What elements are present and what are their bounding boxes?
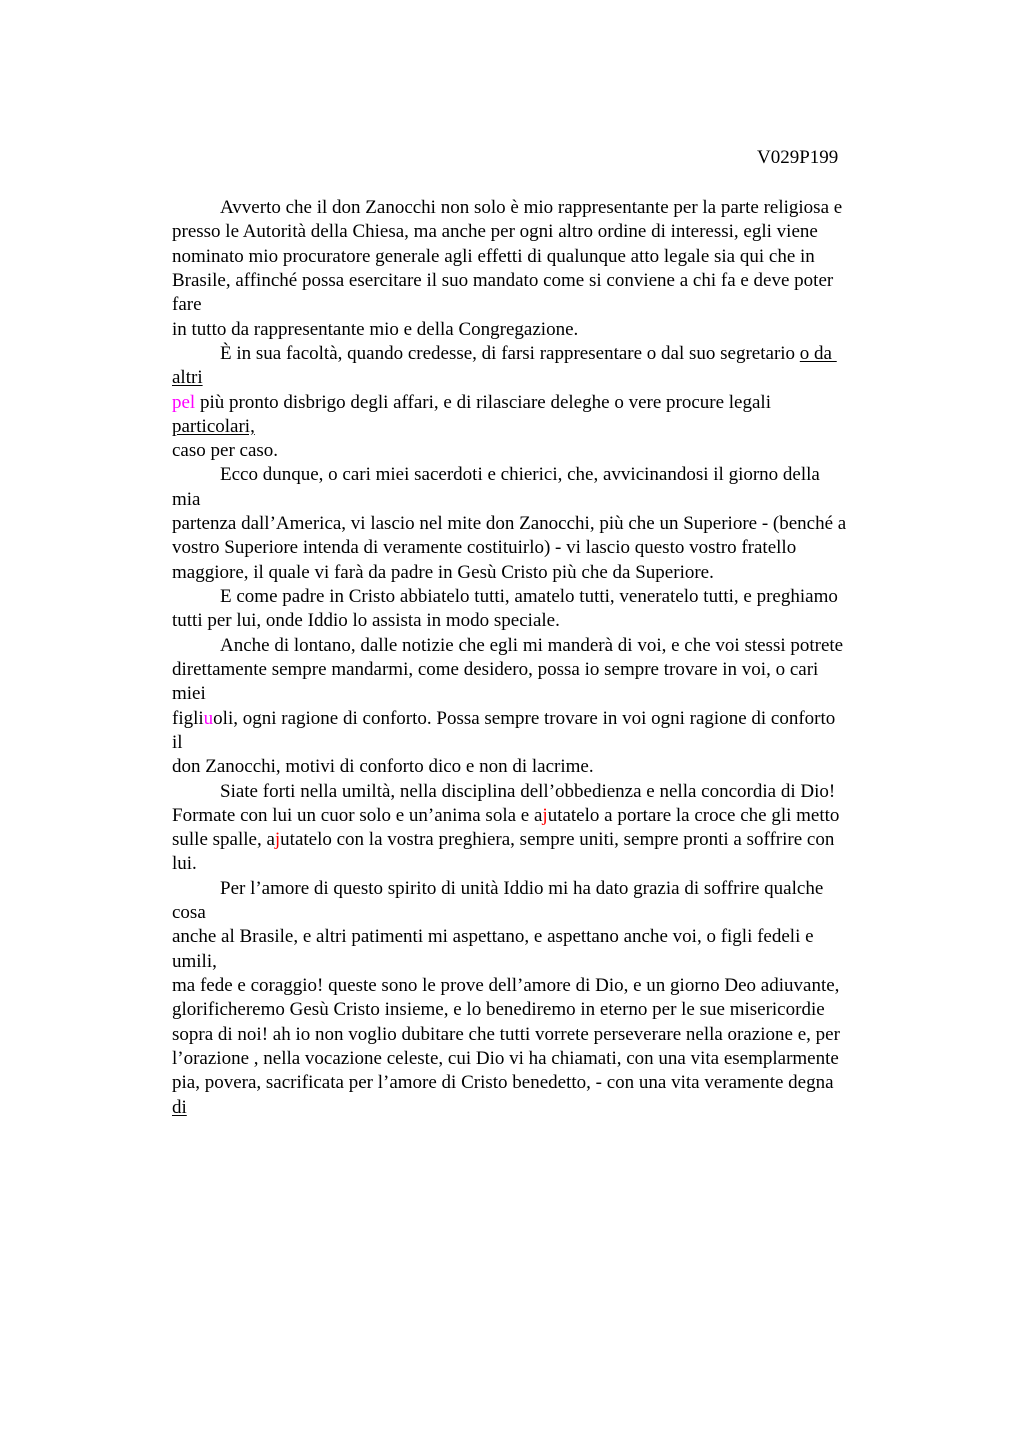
page-code: V029P199: [757, 147, 839, 168]
text-line: Avverto che il don Zanocchi non solo è mio rappresentante per la parte religiosa e: [220, 197, 843, 218]
text-line: l’orazione , nella vocazione celeste, cui Dio vi ha chiamati, con una vita esemplarmente: [172, 1047, 839, 1069]
text-line: anche al Brasile, e altri patimenti mi aspettano, e aspettano anche voi, o figli fedeli e: [172, 926, 814, 948]
text-line: cosa: [172, 902, 206, 924]
text-line: in tutto da rappresentante mio e della Congregazione.: [172, 318, 579, 340]
text-line: Anche di lontano, dalle notizie che egli mi manderà di voi, e che voi stessi potrete: [220, 634, 844, 656]
text-line: maggiore, il quale vi farà da padre in Gesù Cristo più che da Superiore.: [172, 561, 714, 583]
text-segment: utatelo a portare la croce che gli metto: [547, 804, 840, 826]
text-line: sopra di noi! ah io non voglio dubitare che tutti vorrete perseverare nella orazione e, per: [172, 1023, 840, 1045]
text-line: partenza dall’America, vi lascio nel mite don Zanocchi, più che un Superiore - (benché a: [172, 513, 847, 535]
letter-body: [172, 196, 912, 1120]
highlighted-letter: j: [542, 804, 548, 826]
text-line: Per l’amore di questo spirito di unità Iddio mi ha dato grazia di soffrire qualche: [220, 877, 824, 899]
text-line: [172, 804, 912, 828]
highlighted-letter: u: [203, 707, 214, 729]
underlined-text: o da: [799, 342, 837, 364]
text-line: [172, 342, 912, 366]
highlighted-letter: j: [274, 829, 281, 851]
text-line: Ecco dunque, o cari miei sacerdoti e chierici, che, avvicinandosi il giorno della: [220, 464, 820, 486]
text-line: direttamente sempre mandarmi, come desidero, possa io sempre trovare in voi, o cari: [172, 658, 819, 680]
underlined-text: altri: [172, 367, 203, 389]
text-line: Siate forti nella umiltà, nella disciplina dell’obbedienza e nella concordia di Dio!: [220, 780, 836, 802]
text-line: glorificheremo Gesù Cristo insieme, e lo benediremo in eterno per le sue misericordie: [172, 999, 825, 1021]
text-line: miei: [172, 683, 206, 705]
text-segment: sulle spalle, a: [172, 829, 275, 851]
text-line: [172, 391, 912, 415]
text-line: umili,: [172, 950, 217, 972]
text-segment: È in sua facoltà, quando credesse, di farsi rappresentare o dal suo segretario: [220, 342, 800, 364]
text-segment: utatelo con la vostra preghiera, sempre uniti, sempre pronti a soffrire con: [280, 829, 835, 851]
highlighted-word: pel: [172, 391, 196, 413]
underlined-text: di: [172, 1096, 187, 1118]
text-segment: Formate con lui un cuor solo e un’anima sola e a: [172, 804, 543, 826]
text-line: Brasile, affinché possa esercitare il suo mandato come si conviene a chi fa e deve poter: [172, 269, 834, 291]
text-line: presso le Autorità della Chiesa, ma anche per ogni altro ordine di interessi, egli viene: [172, 221, 818, 243]
text-line: pia, povera, sacrificata per l’amore di Cristo benedetto, - con una vita veramente degna: [172, 1072, 834, 1094]
text-line: don Zanocchi, motivi di conforto dico e non di lacrime.: [172, 756, 594, 778]
text-segment: più pronto disbrigo degli affari, e di rilasciare deleghe o vere procure legali: [195, 391, 771, 413]
text-line: caso per caso.: [172, 440, 279, 462]
text-line: nominato mio procuratore generale agli effetti di qualunque atto legale sia qui che in: [172, 245, 815, 267]
text-line: [172, 366, 912, 390]
text-line: [172, 415, 912, 439]
text-line: lui.: [172, 853, 197, 875]
text-line: fare: [172, 294, 202, 316]
text-line: il: [172, 731, 183, 753]
text-line: mia: [172, 488, 201, 510]
text-line: vostro Superiore intenda di veramente costituirlo) - vi lascio questo vostro fratello: [172, 537, 797, 559]
text-line: E come padre in Cristo abbiatelo tutti, amatelo tutti, veneratelo tutti, e preghiamo: [220, 586, 838, 607]
text-line: [172, 707, 912, 731]
text-line: ma fede e coraggio! queste sono le prove dell’amore di Dio, e un giorno Deo adiuvante,: [172, 975, 840, 996]
text-line: tutti per lui, onde Iddio lo assista in modo speciale.: [172, 610, 560, 632]
text-line: [172, 1096, 912, 1120]
text-line: [172, 828, 912, 852]
text-segment: oli, ogni ragione di conforto. Possa sempre trovare in voi ogni ragione di conforto: [213, 707, 836, 729]
text-segment: figli: [172, 707, 204, 729]
underlined-text: particolari,: [172, 415, 255, 437]
